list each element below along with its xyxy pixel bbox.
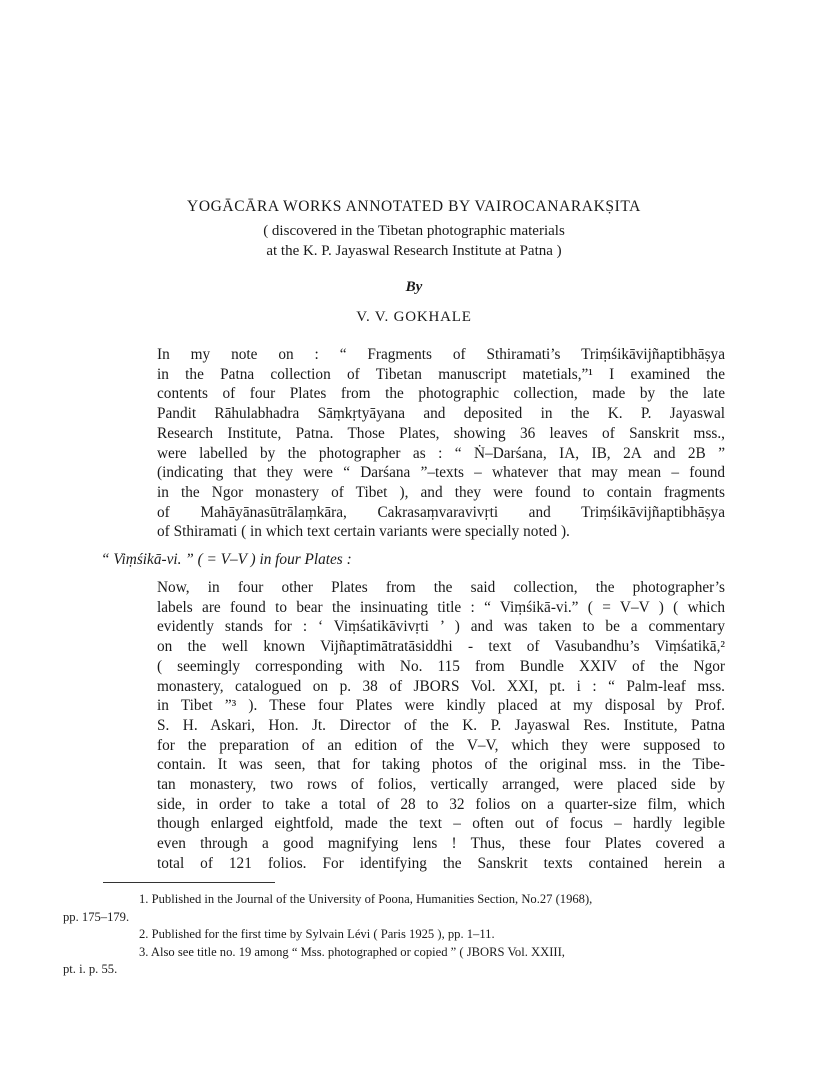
para2-line: evidently stands for : ‘ Viṃśatikāvivṛti ’ ) and was taken to be a commentary xyxy=(157,618,725,636)
para1-line: Pandit Rāhulabhadra Sāṃkṛtyāyana and deposited in the K. P. Jayaswal xyxy=(157,405,725,423)
para1-line: Research Institute, Patna. Those Plates, showing 36 leaves of Sanskrit mss., xyxy=(157,424,725,442)
para2-line: monastery, catalogued on p. 38 of JBORS Vol. XXI, pt. i : “ Palm-leaf mss. xyxy=(157,677,725,695)
footnote-1-cont: pp. 175–179. xyxy=(63,909,130,924)
para2-line: tan monastery, two rows of folios, vertically arranged, were placed side by xyxy=(157,776,725,794)
footnote-1 xyxy=(63,891,725,926)
author-name: V. V. GOKHALE xyxy=(356,309,472,325)
para2-line: in Tibet ”³ ). These four Plates were kindly placed at my disposal by Prof. xyxy=(157,697,725,715)
para2-line: though enlarged eightfold, made the text – often out of focus – hardly legible xyxy=(157,815,725,833)
paragraph-2 xyxy=(101,578,725,874)
paragraph-1 xyxy=(101,345,725,542)
section-heading: “ Viṃśikā-vi. ” ( = V–V ) in four Plates : xyxy=(101,551,352,568)
para1-line: in the Patna collection of Tibetan manuscript matetials,”¹ I examined the xyxy=(157,365,725,383)
paper-title: YOGĀCĀRA WORKS ANNOTATED BY VAIROCANARAKṢITA xyxy=(187,198,641,215)
footnote-3-text: 3. Also see title no. 19 among “ Mss. photographed or copied ” ( JBORS Vol. XXIII, xyxy=(139,944,565,959)
para2-line: contain. It was seen, that for taking photos of the original mss. in the Tibe- xyxy=(157,756,725,774)
para2-line: S. H. Askari, Hon. Jt. Director of the K. P. Jayaswal Res. Institute, Patna xyxy=(157,716,725,734)
para1-line: were labelled by the photographer as : “ Ṅ–Darśana, IA, IB, 2A and 2B ” xyxy=(157,444,725,462)
footnotes xyxy=(63,891,725,979)
subtitle-line-1: ( discovered in the Tibetan photographic materials xyxy=(263,223,565,239)
paper-subtitle xyxy=(100,221,728,261)
para1-line: of Sthiramati ( in which text certain variants were specially noted ). xyxy=(157,523,570,541)
para2-line: for the preparation of an edition of the V–V, which they were supposed to xyxy=(157,736,725,754)
para2-line: total of 121 folios. For identifying the Sanskrit texts contained herein a xyxy=(157,854,725,872)
para1-line: of Mahāyānasūtrālaṃkāra, Cakrasaṃvaravivṛti and Triṃśikāvijñaptibhāṣya xyxy=(157,503,725,521)
footnote-3 xyxy=(63,944,725,979)
para2-line: labels are found to bear the insinuating title : “ Viṃśikā-vi.” ( = V–V ) ( which xyxy=(157,598,725,616)
para2-line: side, in order to take a total of 28 to 32 folios on a quarter-size film, which xyxy=(157,795,725,813)
footnote-rule xyxy=(103,882,275,883)
footnote-3-cont: pt. i. p. 55. xyxy=(63,962,118,976)
para1-line: In my note on : “ Fragments of Sthiramati’s Triṃśikāvijñaptibhāṣya xyxy=(157,346,725,363)
byline: By xyxy=(405,279,423,295)
para1-line: in the Ngor monastery of Tibet ), and they were found to contain fragments xyxy=(157,483,725,501)
footnote-2-text: 2. Published for the first time by Sylvain Lévi ( Paris 1925 ), pp. 1–11. xyxy=(139,927,495,941)
subtitle-line-2: at the K. P. Jayaswal Research Institute at Patna ) xyxy=(266,243,562,259)
para2-line: even through a good magnifying lens ! Thus, these four Plates covered a xyxy=(157,835,725,853)
footnote-1-text: 1. Published in the Journal of the University of Poona, Humanities Section, No.27 (1968), xyxy=(139,892,593,906)
para2-line: ( seemingly corresponding with No. 115 from Bundle XXIV of the Ngor xyxy=(157,657,725,675)
para1-line: contents of four Plates from the photographic collection, made by the late xyxy=(157,385,725,403)
para2-line: on the well known Vijñaptimātratāsiddhi - text of Vasubandhu’s Viṃśatikā,² xyxy=(157,638,725,656)
para2-line: Now, in four other Plates from the said collection, the photographer’s xyxy=(157,579,725,596)
footnote-2 xyxy=(101,926,725,944)
para1-line: (indicating that they were “ Darśana ”–texts – whatever that may mean – found xyxy=(157,464,725,482)
